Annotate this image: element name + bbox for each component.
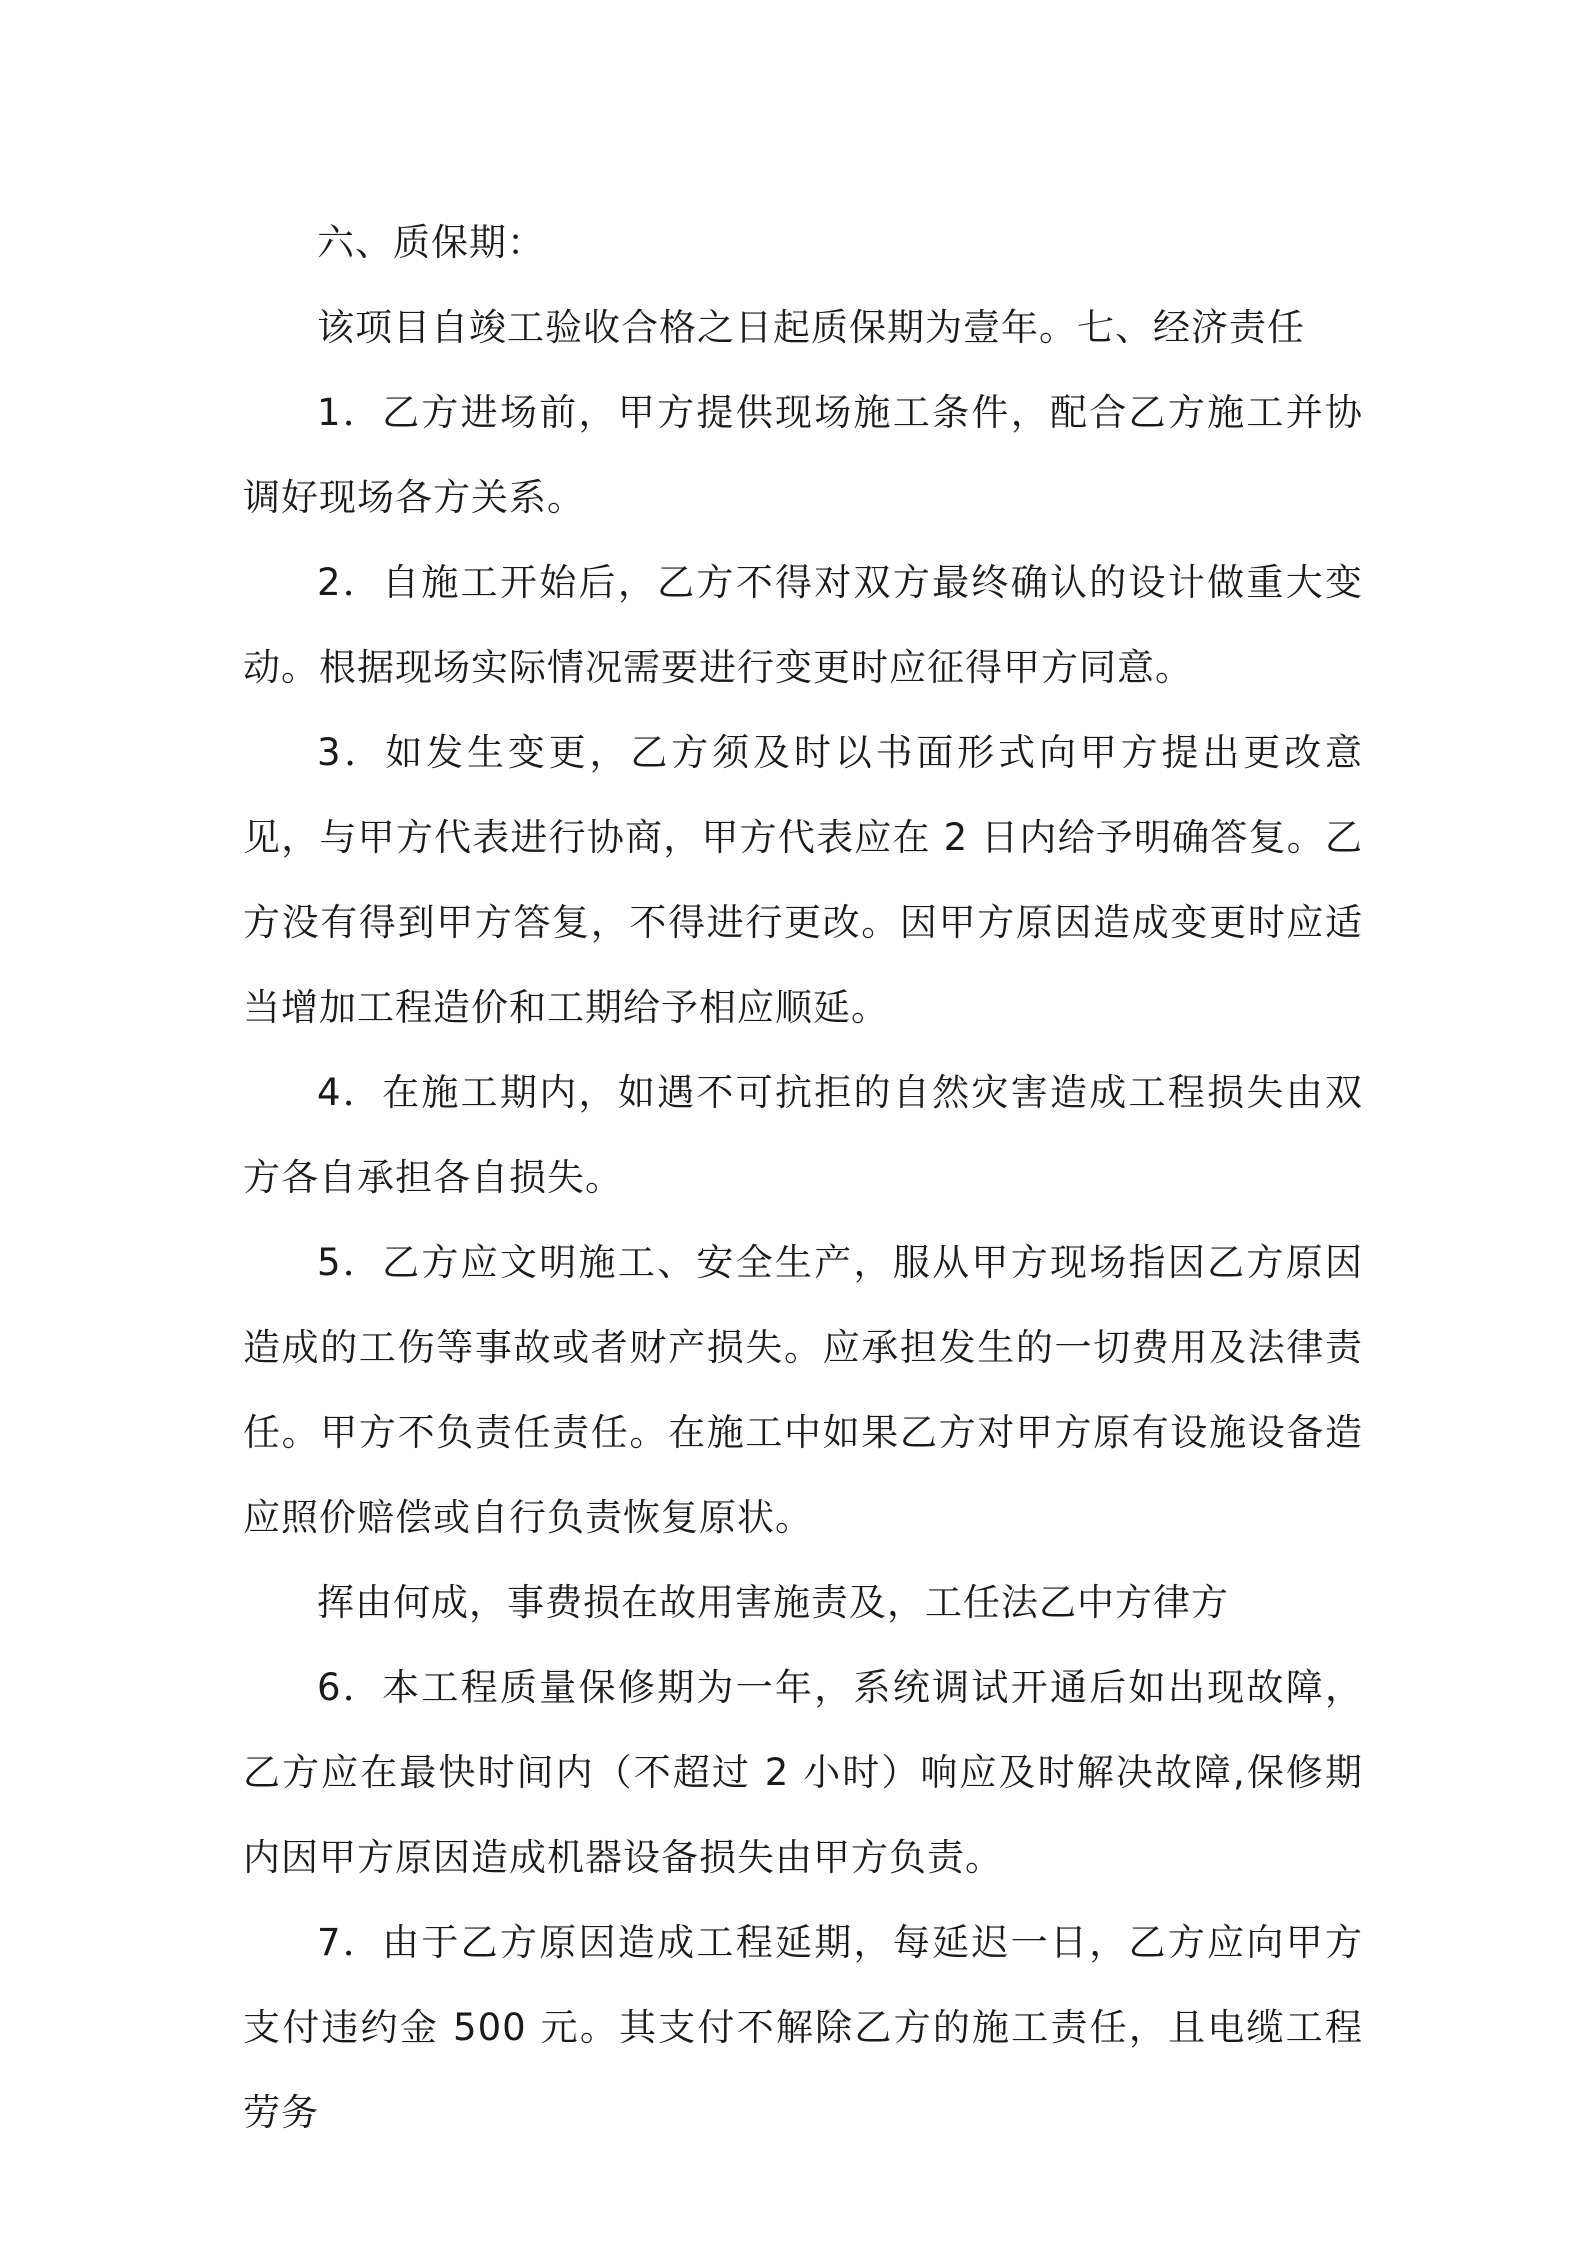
section-heading-warranty: 六、质保期： [317,221,545,264]
document-body [243,200,1363,2155]
clause-7: 7．由于乙方原因造成工程延期，每延迟一日，乙方应向甲方支付违约金 500 元。其支付不解除乙方的施工责任，且电缆工程劳务 [243,1921,1363,2134]
clause-4: 4．在施工期内，如遇不可抗拒的自然灾害造成工程损失由双方各自承担各自损失。 [243,1071,1363,1199]
clause-2: 2．自施工开始后，乙方不得对双方最终确认的设计做重大变动。根据现场实际情况需要进行变更时应征得甲方同意。 [243,561,1363,689]
clause-1: 1．乙方进场前，甲方提供现场施工条件，配合乙方施工并协调好现场各方关系。 [243,391,1363,519]
clause-3: 3．如发生变更，乙方须及时以书面形式向甲方提出更改意见，与甲方代表进行协商，甲方代表应在 2 日内给予明确答复。乙方没有得到甲方答复，不得进行更改。因甲方原因造成变更时应适当增加工程造价和工期给予相应顺延。 [243,731,1363,1029]
paragraph-warranty-term: 该项目自竣工验收合格之日起质保期为壹年。七、经济责任 [317,306,1305,349]
clause-5: 5．乙方应文明施工、安全生产，服从甲方现场指因乙方原因造成的工伤等事故或者财产损失。应承担发生的一切费用及法律责任。甲方不负责任责任。在施工中如果乙方对甲方原有设施设备造应照价赔偿或自行负责恢复原状。 [243,1241,1363,1539]
garbled-line: 挥由何成，事费损在故用害施责及，工任法乙中方律方 [317,1581,1229,1624]
clause-6: 6．本工程质量保修期为一年，系统调试开通后如出现故障，乙方应在最快时间内（不超过 2 小时）响应及时解决故障,保修期内因甲方原因造成机器设备损失由甲方负责。 [243,1666,1363,1879]
